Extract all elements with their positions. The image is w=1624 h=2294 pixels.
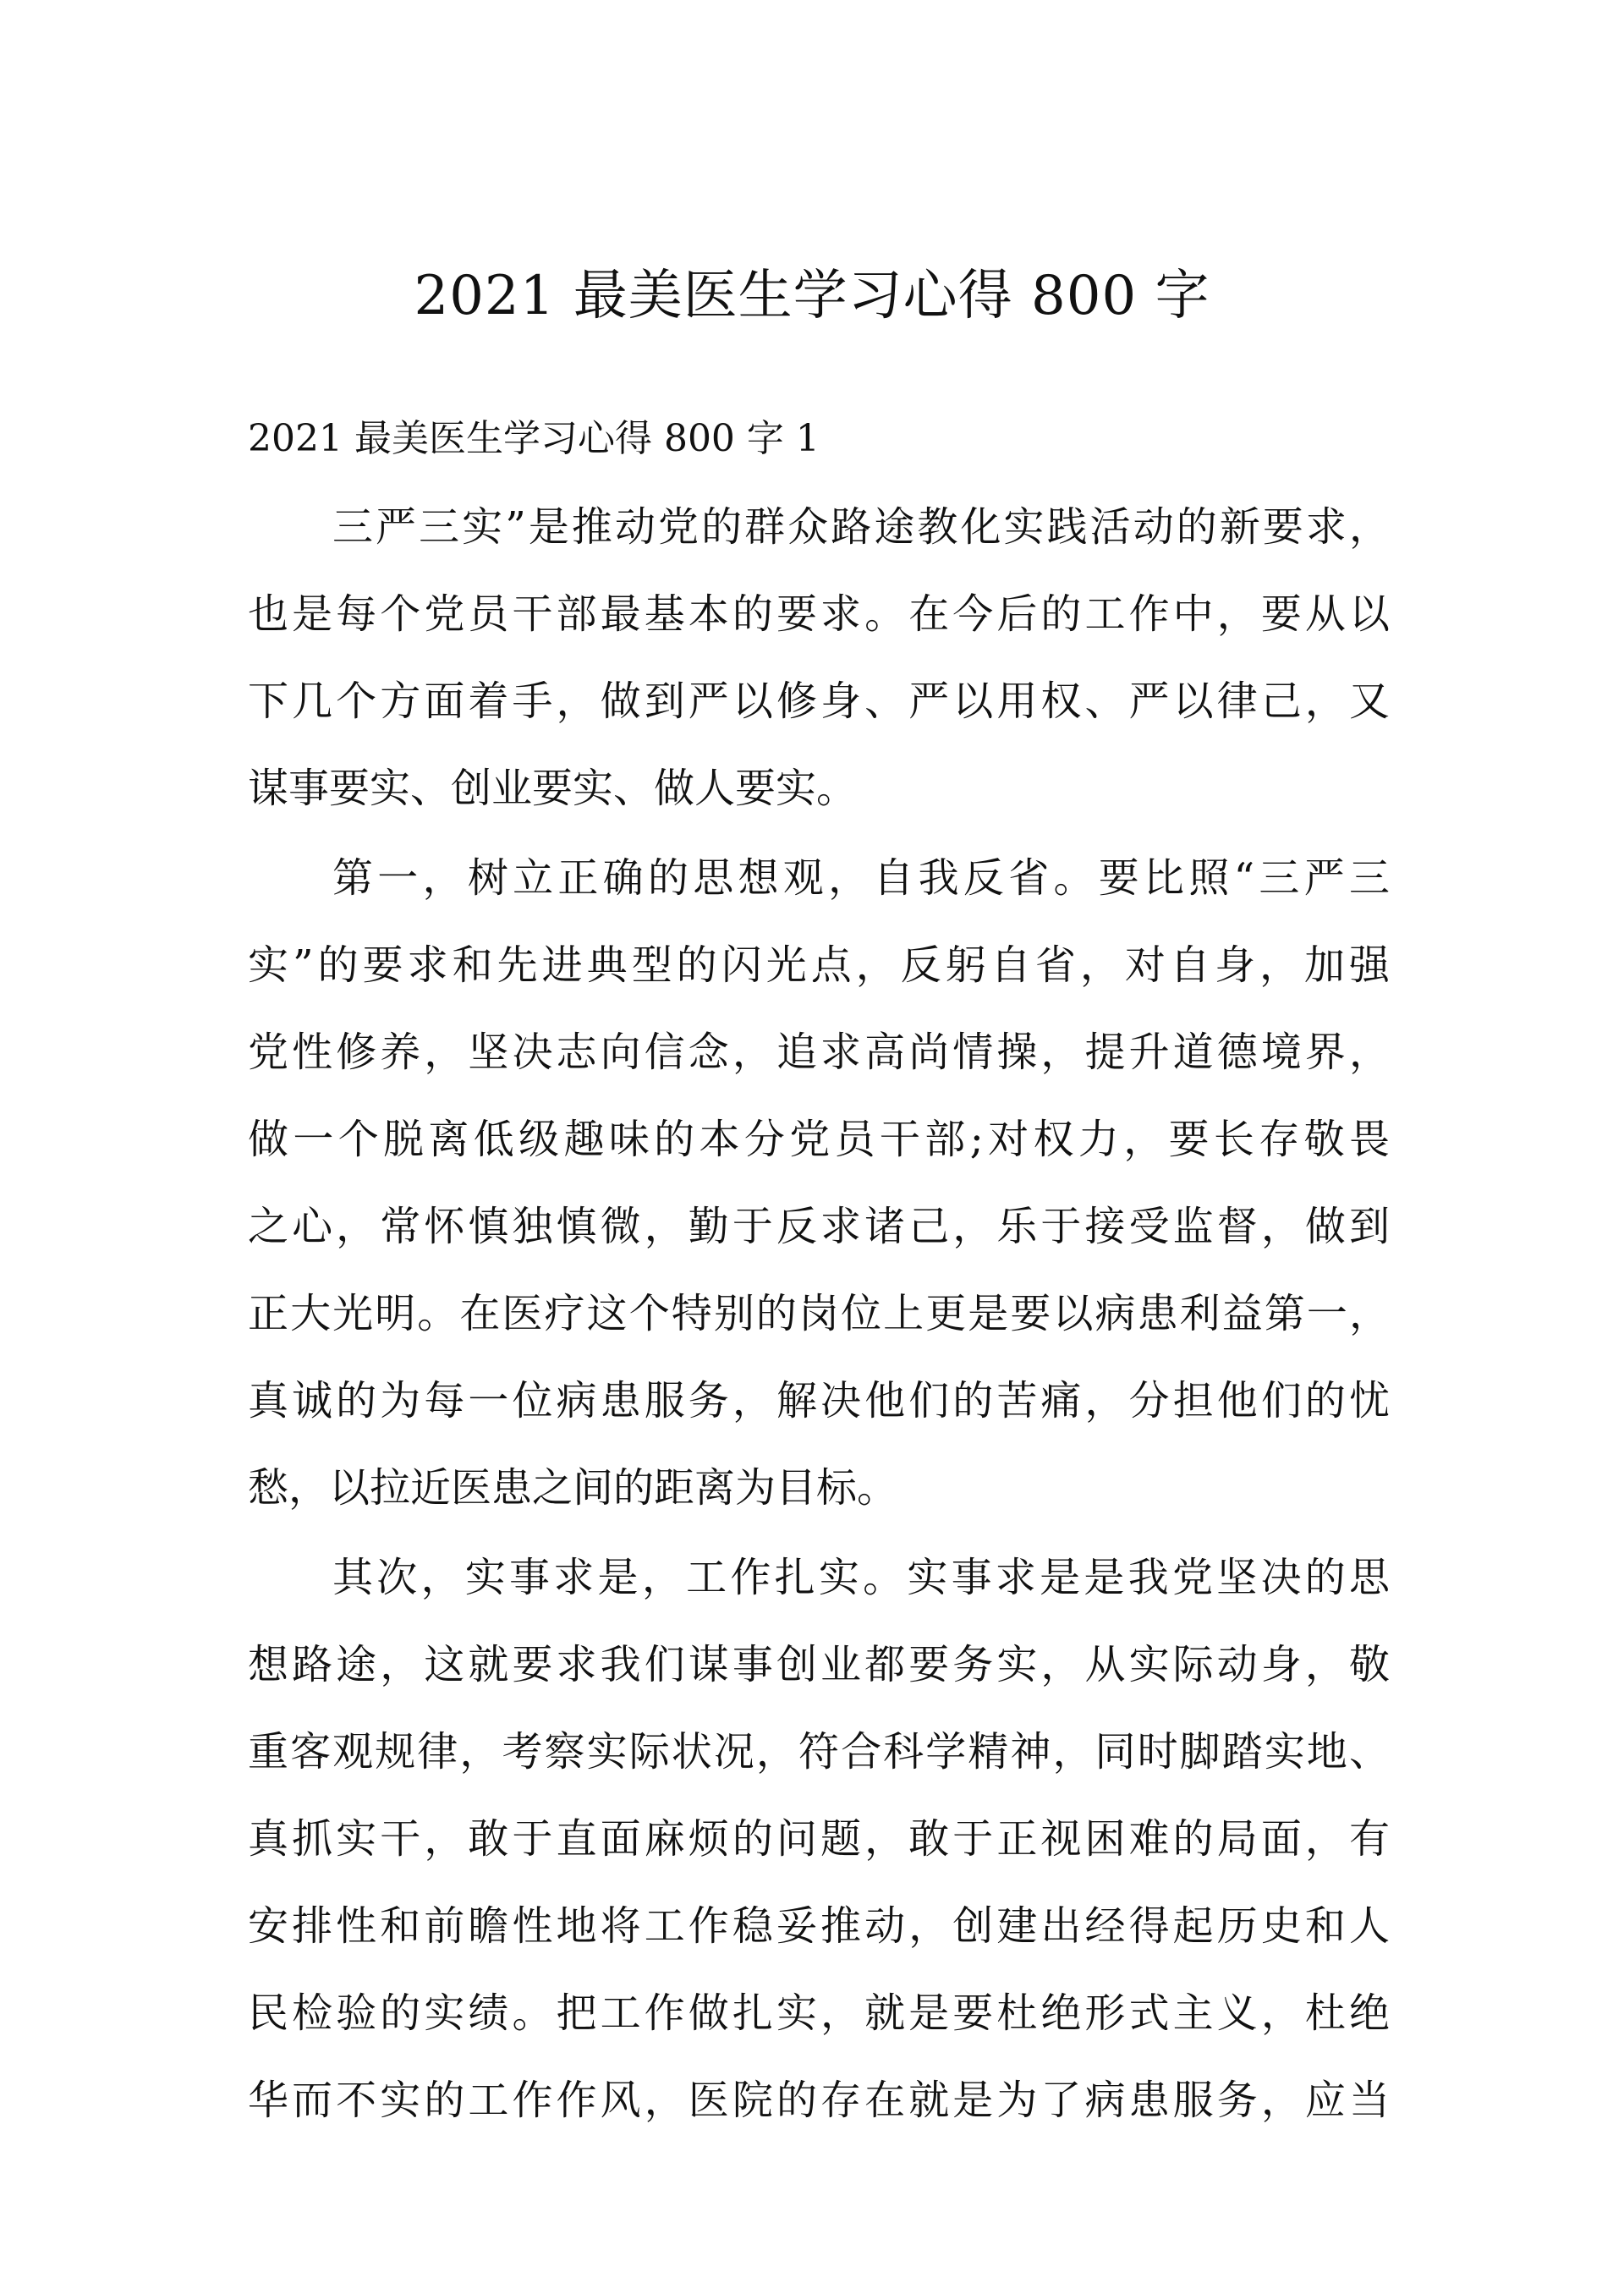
paragraph-line: 愁，以拉近医患之间的距离为目标。 [248, 1464, 898, 1512]
paragraph-1 [248, 484, 1390, 832]
paragraph-line: 华而不实的工作作风，医院的存在就是为了病患服务，应当 [248, 2077, 1390, 2124]
paragraph-line: 想路途，这就要求我们谋事创业都要务实，从实际动身，敬 [248, 1641, 1390, 1688]
paragraph-line: 正大光明。在医疗这个特别的岗位上更是要以病患利益第一， [248, 1290, 1390, 1337]
section-heading: 2021 最美医生学习心得 800 字 1 [248, 417, 820, 460]
paragraph-line: 三严三实”是推动党的群众路途教化实践活动的新要求， [332, 503, 1390, 551]
paragraph-line: 其次，实事求是，工作扎实。实事求是是我党坚决的思 [332, 1554, 1390, 1601]
paragraph-line: 实”的要求和先进典型的闪光点，反躬自省，对自身，加强 [248, 941, 1390, 989]
paragraph-line: 民检验的实绩。把工作做扎实，就是要杜绝形式主义，杜绝 [248, 1989, 1390, 2037]
paragraph-line: 真抓实干，敢于直面麻烦的问题，敢于正视困难的局面，有 [248, 1815, 1390, 1863]
paragraph-2 [248, 835, 1390, 1532]
paragraph-line: 谋事要实、创业要实、做人要实。 [248, 765, 858, 812]
paragraph-line: 安排性和前瞻性地将工作稳妥推动，创建出经得起历史和人 [248, 1902, 1390, 1950]
body-text [248, 484, 1390, 2144]
paragraph-line: 之心，常怀慎独慎微，勤于反求诸己，乐于接受监督，做到 [248, 1203, 1390, 1250]
paragraph-line: 下几个方面着手，做到严以修身、严以用权、严以律己，又 [248, 678, 1390, 725]
paragraph-line: 党性修养，坚决志向信念，追求高尚情操，提升道德境界， [248, 1029, 1390, 1076]
paragraph-line: 重客观规律，考察实际状况，符合科学精神，同时脚踏实地、 [248, 1728, 1390, 1775]
paragraph-3 [248, 1534, 1390, 2144]
paragraph-line: 第一，树立正确的思想观，自我反省。要比照“三严三 [332, 854, 1390, 902]
paragraph-line: 也是每个党员干部最基本的要求。在今后的工作中，要从以 [248, 590, 1390, 638]
paragraph-line: 真诚的为每一位病患服务，解决他们的苦痛，分担他们的忧 [248, 1377, 1390, 1424]
document-title: 2021 最美医生学习心得 800 字 [414, 265, 1210, 327]
paragraph-line: 做一个脱离低级趣味的本分党员干部;对权力，要长存敬畏 [248, 1116, 1390, 1163]
